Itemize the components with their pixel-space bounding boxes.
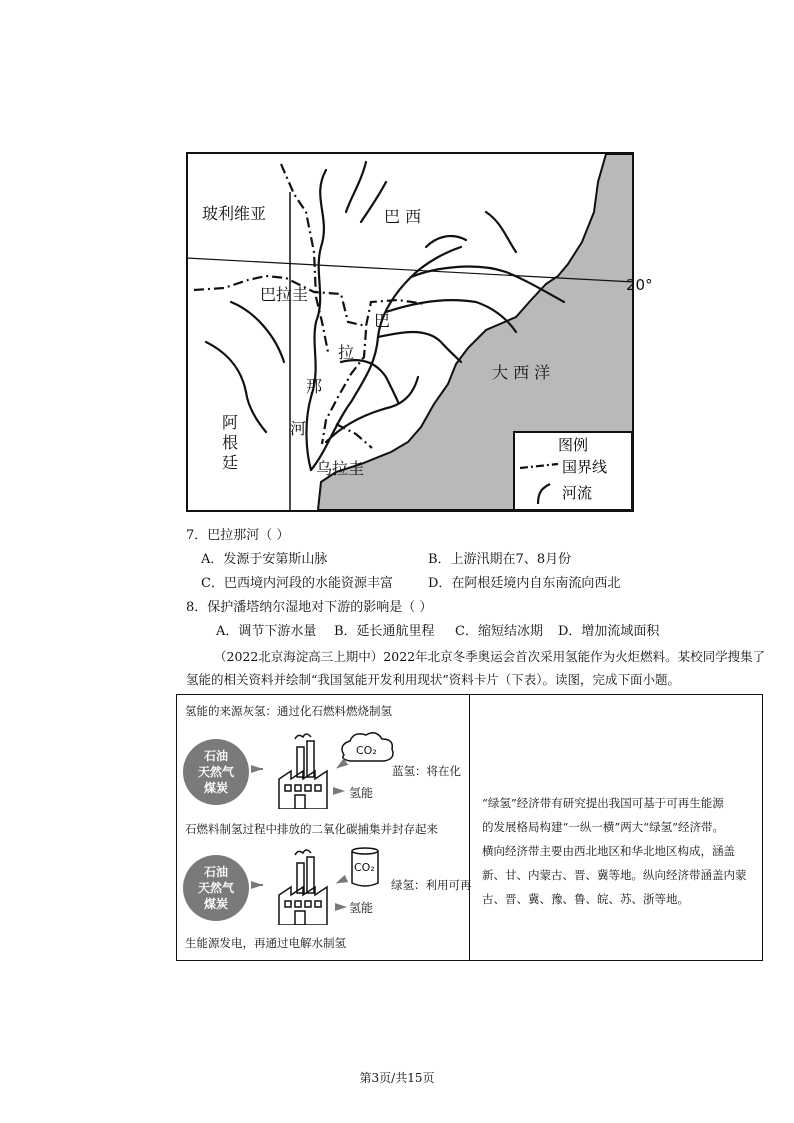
fuel-oil-2: 石油 bbox=[203, 865, 228, 879]
question-8-option-d: D．增加流域面积 bbox=[558, 624, 660, 639]
label-parana-4: 河 bbox=[290, 419, 307, 438]
label-brazil: 巴 西 bbox=[384, 207, 422, 226]
label-argentina-1: 阿 bbox=[222, 413, 239, 432]
river-uruguay bbox=[326, 377, 418, 442]
card-right-cell bbox=[470, 695, 763, 961]
factory-icon-2 bbox=[249, 847, 409, 925]
map-legend bbox=[514, 432, 632, 510]
legend-border-label: 国界线 bbox=[562, 458, 608, 476]
question-8-stem: 8．保护潘塔纳尔湿地对下游的影响是（ ） bbox=[186, 600, 433, 615]
co2-text-1: CO₂ bbox=[356, 744, 377, 757]
question-8-option-a: A．调节下游水量 bbox=[216, 624, 317, 639]
green-belt-line-2: 的发展格局构建“一纵一横”两大“绿氢”经济带。 bbox=[482, 820, 725, 834]
legend-river-label: 河流 bbox=[562, 484, 593, 502]
hydrogen-info-card bbox=[176, 694, 763, 961]
legend-title: 图例 bbox=[558, 436, 589, 454]
intro-line-2: 氢能的相关资料并绘制“我国氢能开发利用现状”资料卡片（下表）。读图，完成下面小题。 bbox=[186, 672, 681, 687]
green-hydrogen-desc: 生能源发电，再通过电解水制氢 bbox=[185, 936, 346, 950]
label-atlantic: 大 西 洋 bbox=[492, 363, 551, 382]
label-argentina-3: 廷 bbox=[222, 453, 239, 472]
fuel-coal: 煤炭 bbox=[203, 781, 228, 795]
label-bolivia: 玻利维亚 bbox=[202, 204, 267, 223]
label-paraguay: 巴拉圭 bbox=[260, 285, 309, 304]
river-tributary-1 bbox=[378, 332, 461, 362]
question-7-option-a: A．发源于安第斯山脉 bbox=[201, 552, 328, 567]
label-parana-1: 巴 bbox=[374, 311, 391, 330]
river-west-2 bbox=[231, 302, 284, 362]
green-belt-line-4: 新、甘、内蒙古、晋、冀等地。纵向经济带涵盖内蒙 bbox=[482, 868, 747, 882]
label-uruguay: 乌拉圭 bbox=[316, 459, 365, 478]
fuel-gas: 天然气 bbox=[197, 765, 234, 779]
green-belt-line-1: “绿氢”经济带有研究提出我国可基于可再生能源 bbox=[482, 796, 724, 810]
label-argentina-2: 根 bbox=[222, 433, 239, 452]
card-left-cell bbox=[177, 695, 470, 961]
question-7-option-c: C．巴西境内河段的水能资源丰富 bbox=[201, 576, 393, 591]
river-map bbox=[186, 152, 634, 512]
hydrogen-label-2: 氢能 bbox=[349, 901, 374, 915]
river-north-1 bbox=[346, 162, 366, 212]
question-7-option-b: B．上游汛期在7、8月份 bbox=[428, 552, 572, 567]
question-8-option-c: C．缩短结冰期 bbox=[455, 624, 543, 639]
river-upper-paraguay bbox=[306, 170, 326, 470]
blue-hydrogen-label: 蓝氢：将在化 bbox=[392, 764, 461, 778]
question-7-stem: 7．巴拉那河（ ） bbox=[186, 528, 290, 543]
river-tributary-4 bbox=[426, 236, 466, 247]
card-header: 氢能的来源灰氢：通过化石燃料燃烧制氢 bbox=[185, 704, 392, 718]
question-8-option-b: B．延长通航里程 bbox=[334, 624, 435, 639]
latitude-label: 20° bbox=[626, 276, 653, 294]
fossil-fuel-blob-1 bbox=[183, 739, 249, 805]
hydrogen-label-1: 氢能 bbox=[349, 786, 374, 800]
border-uruguay bbox=[336, 424, 372, 448]
river-tributary-5 bbox=[341, 360, 398, 402]
blue-hydrogen-desc: 石燃料制氢过程中排放的二氧化碳捕集并封存起来 bbox=[185, 822, 438, 836]
fuel-oil: 石油 bbox=[203, 749, 228, 763]
fuel-coal-2: 煤炭 bbox=[203, 897, 228, 911]
intro-line-1: （2022北京海淀高三上期中）2022年北京冬季奥运会首次采用氢能作为火炬燃料。某校同学搜集了 bbox=[214, 649, 766, 664]
river-east-1 bbox=[486, 212, 516, 252]
label-parana-3: 那 bbox=[306, 377, 323, 396]
river-north-2 bbox=[361, 182, 386, 222]
green-belt-line-3: 横向经济带主要由西北地区和华北地区构成，涵盖 bbox=[482, 844, 735, 858]
page-footer: 第3页/共15页 bbox=[359, 1071, 435, 1085]
question-7-option-d: D．在阿根廷境内自东南流向西北 bbox=[428, 576, 621, 591]
fossil-fuel-blob-2 bbox=[183, 855, 249, 921]
fuel-gas-2: 天然气 bbox=[197, 881, 234, 895]
green-belt-line-5: 古、晋、冀、豫、鲁、皖、苏、浙等地。 bbox=[482, 892, 689, 906]
co2-text-2: CO₂ bbox=[354, 861, 375, 874]
label-parana-2: 拉 bbox=[338, 343, 355, 362]
green-hydrogen-label: 绿氢：利用可再 bbox=[391, 878, 472, 892]
factory-icon-1 bbox=[249, 731, 409, 809]
